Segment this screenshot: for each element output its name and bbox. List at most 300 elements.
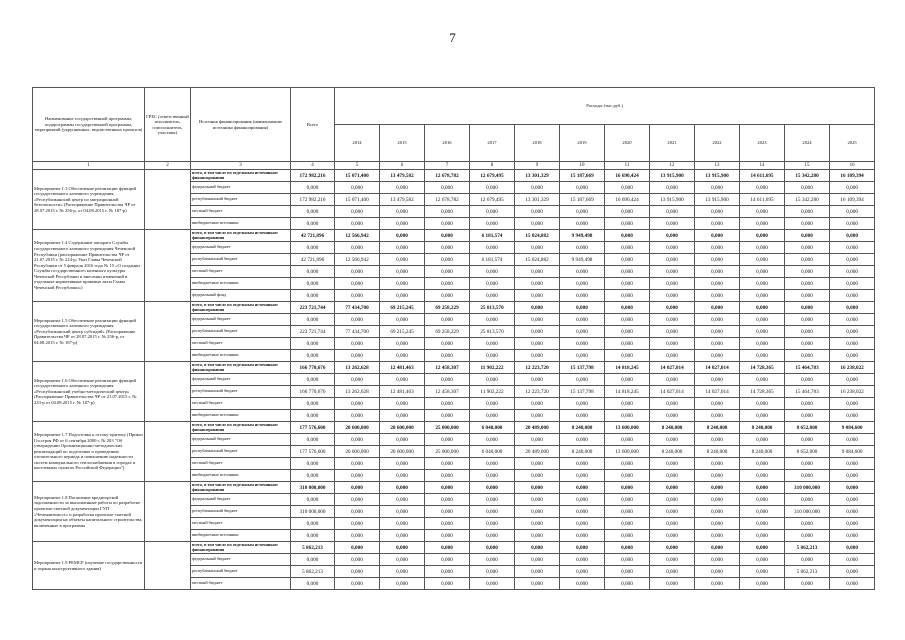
- year-value-cell: 0,000: [560, 518, 605, 530]
- table-row: [33, 230, 875, 242]
- year-value-cell: 310 000,000: [785, 506, 830, 518]
- year-value-cell: 0,000: [425, 338, 470, 350]
- measure-grbs: [145, 302, 191, 362]
- table-row: [33, 422, 875, 434]
- year-value-cell: 0,000: [335, 470, 380, 482]
- table-row: [33, 482, 875, 494]
- year-value-cell: 0,000: [380, 266, 425, 278]
- funding-source: республиканский бюджет: [191, 446, 291, 458]
- year-value-cell: 0,000: [785, 554, 830, 566]
- year-value-cell: 0,000: [515, 266, 560, 278]
- year-value-cell: 0,000: [740, 206, 785, 218]
- year-value-cell: 0,000: [830, 182, 875, 194]
- year-value-cell: 0,000: [470, 494, 515, 506]
- total-cell: 172 982,216: [291, 170, 335, 182]
- total-cell: 0,000: [291, 338, 335, 350]
- year-value-cell: 0,000: [650, 206, 695, 218]
- year-value-cell: 0,000: [830, 338, 875, 350]
- year-value-cell: 0,000: [740, 266, 785, 278]
- year-value-cell: 0,000: [785, 494, 830, 506]
- year-value-cell: 0,000: [560, 182, 605, 194]
- funding-source: республиканский бюджет: [191, 566, 291, 578]
- year-value-cell: 0,000: [335, 374, 380, 386]
- total-cell: 0,000: [291, 554, 335, 566]
- year-value-cell: 0,000: [380, 578, 425, 590]
- year-value-cell: 0,000: [560, 542, 605, 554]
- year-value-cell: 13 915,900: [695, 170, 740, 182]
- year-value-cell: 0,000: [830, 470, 875, 482]
- column-index: 9: [515, 162, 560, 170]
- year-value-cell: 0,000: [380, 182, 425, 194]
- column-index: 13: [695, 162, 740, 170]
- header-year: 2022: [695, 125, 740, 162]
- year-value-cell: 0,000: [695, 254, 740, 266]
- measure-grbs: [145, 362, 191, 422]
- funding-source: всего, в том числе по отдельным источникам финансирования: [191, 542, 291, 554]
- funding-source: республиканский бюджет: [191, 254, 291, 266]
- total-cell: 177 576,600: [291, 446, 335, 458]
- year-value-cell: 0,000: [425, 350, 470, 362]
- year-value-cell: 0,000: [335, 542, 380, 554]
- year-value-cell: 77 434,700: [335, 326, 380, 338]
- year-value-cell: 16 238,022: [830, 386, 875, 398]
- year-value-cell: 0,000: [560, 290, 605, 302]
- year-value-cell: 0,000: [470, 470, 515, 482]
- year-value-cell: 25 813,570: [470, 326, 515, 338]
- total-cell: 0,000: [291, 242, 335, 254]
- year-value-cell: 0,000: [740, 434, 785, 446]
- year-value-cell: 0,000: [380, 350, 425, 362]
- year-value-cell: 0,000: [740, 530, 785, 542]
- year-value-cell: 0,000: [425, 266, 470, 278]
- year-value-cell: 0,000: [605, 410, 650, 422]
- year-value-cell: 0,000: [560, 458, 605, 470]
- total-cell: 0,000: [291, 218, 335, 230]
- total-cell: 0,000: [291, 374, 335, 386]
- total-cell: 0,000: [291, 182, 335, 194]
- header-year: 2024: [785, 125, 830, 162]
- year-value-cell: 12 481,463: [380, 362, 425, 374]
- total-cell: 0,000: [291, 206, 335, 218]
- year-value-cell: 9 949,498: [560, 254, 605, 266]
- year-value-cell: 13 600,000: [605, 422, 650, 434]
- measure-grbs: [145, 170, 191, 230]
- total-cell: 310 000,000: [291, 482, 335, 494]
- year-value-cell: 0,000: [425, 506, 470, 518]
- year-value-cell: 0,000: [605, 530, 650, 542]
- year-value-cell: 0,000: [380, 218, 425, 230]
- year-value-cell: 14 027,014: [650, 362, 695, 374]
- year-value-cell: 12 223,720: [515, 386, 560, 398]
- funding-source: республиканский бюджет: [191, 326, 291, 338]
- year-value-cell: 0,000: [380, 494, 425, 506]
- year-value-cell: 0,000: [515, 350, 560, 362]
- funding-source: местный бюджет: [191, 578, 291, 590]
- year-value-cell: 0,000: [830, 278, 875, 290]
- year-value-cell: 0,000: [830, 314, 875, 326]
- year-value-cell: 0,000: [560, 350, 605, 362]
- year-value-cell: 0,000: [605, 542, 650, 554]
- year-value-cell: 0,000: [695, 530, 740, 542]
- year-value-cell: 0,000: [380, 506, 425, 518]
- year-value-cell: 8 240,000: [695, 446, 740, 458]
- year-value-cell: 0,000: [605, 242, 650, 254]
- year-value-cell: 0,000: [515, 482, 560, 494]
- year-value-cell: 0,000: [695, 566, 740, 578]
- year-value-cell: 0,000: [515, 554, 560, 566]
- year-value-cell: 0,000: [470, 410, 515, 422]
- year-value-cell: 12 458,307: [425, 386, 470, 398]
- year-value-cell: 0,000: [470, 506, 515, 518]
- year-value-cell: 0,000: [695, 458, 740, 470]
- year-value-cell: 0,000: [605, 506, 650, 518]
- year-value-cell: 0,000: [785, 530, 830, 542]
- funding-source: федеральный бюджет: [191, 314, 291, 326]
- year-value-cell: 0,000: [650, 266, 695, 278]
- year-value-cell: 0,000: [650, 518, 695, 530]
- year-value-cell: 0,000: [515, 542, 560, 554]
- year-value-cell: 0,000: [470, 206, 515, 218]
- header-total: Всего: [291, 88, 335, 162]
- total-cell: 42 721,896: [291, 254, 335, 266]
- year-value-cell: 0,000: [380, 230, 425, 242]
- total-cell: 0,000: [291, 398, 335, 410]
- year-value-cell: 69 215,245: [380, 302, 425, 314]
- year-value-cell: 310 000,000: [785, 482, 830, 494]
- year-value-cell: 0,000: [785, 206, 830, 218]
- year-value-cell: 8 240,000: [740, 446, 785, 458]
- year-value-cell: 0,000: [425, 398, 470, 410]
- year-value-cell: 6 040,000: [470, 422, 515, 434]
- year-value-cell: 0,000: [560, 242, 605, 254]
- year-value-cell: 0,000: [515, 326, 560, 338]
- year-value-cell: 0,000: [515, 566, 560, 578]
- column-index: 12: [650, 162, 695, 170]
- year-value-cell: 0,000: [650, 554, 695, 566]
- year-value-cell: 0,000: [470, 266, 515, 278]
- year-value-cell: 13 915,900: [650, 194, 695, 206]
- year-value-cell: 0,000: [515, 434, 560, 446]
- year-value-cell: 0,000: [470, 566, 515, 578]
- year-value-cell: 0,000: [740, 314, 785, 326]
- year-value-cell: 0,000: [830, 374, 875, 386]
- year-value-cell: 0,000: [335, 458, 380, 470]
- year-value-cell: 12 679,495: [470, 170, 515, 182]
- year-value-cell: 0,000: [740, 350, 785, 362]
- year-value-cell: 0,000: [830, 458, 875, 470]
- year-value-cell: 14 728,365: [740, 362, 785, 374]
- year-value-cell: 0,000: [650, 350, 695, 362]
- year-value-cell: 0,000: [560, 470, 605, 482]
- measure-name: Мероприятие 1.6 Обеспечение реализации функций государственного казенного учреждения «Республиканский учебно-методический центр» (Распоряжение Правительства ЧР от 21.07.2015 г. № 233-р от 04.08.2015 г. № 187-р): [33, 362, 145, 422]
- measure-grbs: [145, 482, 191, 542]
- year-value-cell: 20 600,000: [380, 446, 425, 458]
- column-index: 6: [380, 162, 425, 170]
- year-value-cell: 0,000: [650, 374, 695, 386]
- year-value-cell: 0,000: [425, 458, 470, 470]
- year-value-cell: 0,000: [695, 398, 740, 410]
- year-value-cell: 14 611,695: [740, 194, 785, 206]
- year-value-cell: 0,000: [785, 314, 830, 326]
- year-value-cell: 0,000: [695, 302, 740, 314]
- measure-name: Мероприятие 1.8 Погашение кредиторской задолженности за выполненные работы по разработке проектно-сметной документации ГУП «Чеченавтомост» и разработка проектно-сметной документации на объекты капитального строительства, включенные в программы: [33, 482, 145, 542]
- year-value-cell: 0,000: [515, 182, 560, 194]
- year-value-cell: 13 479,582: [380, 194, 425, 206]
- year-value-cell: 0,000: [785, 326, 830, 338]
- year-value-cell: 0,000: [515, 494, 560, 506]
- year-value-cell: 0,000: [650, 530, 695, 542]
- year-value-cell: 0,000: [515, 470, 560, 482]
- year-value-cell: 0,000: [785, 518, 830, 530]
- year-value-cell: 0,000: [470, 518, 515, 530]
- header-year: 2016: [425, 125, 470, 162]
- year-value-cell: 9 084,600: [830, 446, 875, 458]
- year-value-cell: 15 464,783: [785, 386, 830, 398]
- year-value-cell: 0,000: [830, 566, 875, 578]
- year-value-cell: 20 600,000: [380, 422, 425, 434]
- year-value-cell: 8 240,000: [650, 422, 695, 434]
- table-header: [33, 88, 875, 170]
- measure-name: Мероприятие 1.9 РЕМСР (изучение государственности и охрана конструктивного здания): [33, 542, 145, 590]
- year-value-cell: 0,000: [695, 314, 740, 326]
- year-value-cell: 14 818,245: [605, 362, 650, 374]
- year-value-cell: 0,000: [650, 326, 695, 338]
- year-value-cell: 0,000: [380, 458, 425, 470]
- year-value-cell: 0,000: [740, 482, 785, 494]
- year-value-cell: 69 215,245: [380, 326, 425, 338]
- year-value-cell: 16 109,394: [830, 170, 875, 182]
- year-value-cell: 0,000: [605, 338, 650, 350]
- year-value-cell: 0,000: [740, 290, 785, 302]
- total-cell: 5 862,213: [291, 542, 335, 554]
- year-value-cell: 14 027,014: [650, 386, 695, 398]
- funding-source: местный бюджет: [191, 338, 291, 350]
- year-value-cell: 0,000: [830, 494, 875, 506]
- year-value-cell: 0,000: [740, 278, 785, 290]
- year-value-cell: 0,000: [695, 182, 740, 194]
- year-value-cell: 0,000: [830, 266, 875, 278]
- year-value-cell: 0,000: [425, 530, 470, 542]
- year-value-cell: 0,000: [470, 290, 515, 302]
- year-value-cell: 12 566,942: [335, 254, 380, 266]
- budget-table: [32, 87, 875, 590]
- table-row: [33, 302, 875, 314]
- year-value-cell: 69 258,229: [425, 326, 470, 338]
- year-value-cell: 0,000: [695, 290, 740, 302]
- year-value-cell: 0,000: [470, 314, 515, 326]
- year-value-cell: 0,000: [785, 410, 830, 422]
- year-value-cell: 0,000: [605, 554, 650, 566]
- year-value-cell: 0,000: [695, 506, 740, 518]
- year-value-cell: 0,000: [560, 566, 605, 578]
- year-value-cell: 0,000: [380, 434, 425, 446]
- funding-source: всего, в том числе по отдельным источникам финансирования: [191, 302, 291, 314]
- year-value-cell: 0,000: [560, 266, 605, 278]
- year-value-cell: 14 611,695: [740, 170, 785, 182]
- year-value-cell: 0,000: [470, 398, 515, 410]
- year-value-cell: 0,000: [560, 314, 605, 326]
- year-value-cell: 8 652,000: [785, 422, 830, 434]
- total-cell: 0,000: [291, 458, 335, 470]
- funding-source: всего, в том числе по отдельным источникам финансирования: [191, 362, 291, 374]
- year-value-cell: 15 024,882: [515, 230, 560, 242]
- year-value-cell: 0,000: [605, 518, 650, 530]
- year-value-cell: 0,000: [425, 434, 470, 446]
- year-value-cell: 0,000: [380, 206, 425, 218]
- total-cell: 166 770,676: [291, 362, 335, 374]
- year-value-cell: 0,000: [425, 374, 470, 386]
- year-value-cell: 0,000: [695, 374, 740, 386]
- table-row: [33, 362, 875, 374]
- year-value-cell: 0,000: [785, 218, 830, 230]
- year-value-cell: 0,000: [830, 218, 875, 230]
- year-value-cell: 13 915,900: [695, 194, 740, 206]
- funding-source: внебюджетные источники: [191, 350, 291, 362]
- year-value-cell: 0,000: [695, 518, 740, 530]
- year-value-cell: 0,000: [470, 530, 515, 542]
- year-value-cell: 0,000: [695, 266, 740, 278]
- year-value-cell: 20 600,000: [335, 446, 380, 458]
- year-value-cell: 0,000: [830, 206, 875, 218]
- funding-source: местный бюджет: [191, 458, 291, 470]
- year-value-cell: 0,000: [695, 470, 740, 482]
- funding-source: федеральный фонд: [191, 290, 291, 302]
- year-value-cell: 14 027,014: [695, 386, 740, 398]
- year-value-cell: 0,000: [785, 302, 830, 314]
- year-value-cell: 0,000: [785, 398, 830, 410]
- year-value-cell: 0,000: [605, 302, 650, 314]
- year-value-cell: 0,000: [785, 350, 830, 362]
- year-value-cell: 0,000: [560, 530, 605, 542]
- header-year: 2015: [380, 125, 425, 162]
- year-value-cell: 0,000: [785, 338, 830, 350]
- year-value-cell: 13 301,329: [515, 170, 560, 182]
- funding-source: федеральный бюджет: [191, 494, 291, 506]
- year-value-cell: 20 489,000: [515, 422, 560, 434]
- year-value-cell: 15 342,280: [785, 170, 830, 182]
- year-value-cell: 0,000: [605, 182, 650, 194]
- year-value-cell: 8 240,000: [695, 422, 740, 434]
- year-value-cell: 12 678,782: [425, 194, 470, 206]
- year-value-cell: 77 434,700: [335, 302, 380, 314]
- column-index: 14: [740, 162, 785, 170]
- year-value-cell: 0,000: [740, 518, 785, 530]
- year-value-cell: 12 481,463: [380, 386, 425, 398]
- year-value-cell: 0,000: [380, 410, 425, 422]
- year-value-cell: 0,000: [740, 506, 785, 518]
- year-value-cell: 0,000: [605, 266, 650, 278]
- year-value-cell: 0,000: [425, 182, 470, 194]
- page-number: 7: [449, 30, 456, 45]
- year-value-cell: 0,000: [605, 566, 650, 578]
- year-value-cell: 0,000: [560, 494, 605, 506]
- year-value-cell: 0,000: [650, 338, 695, 350]
- year-value-cell: 25 813,570: [470, 302, 515, 314]
- year-value-cell: 0,000: [560, 338, 605, 350]
- year-value-cell: 13 262,628: [335, 362, 380, 374]
- total-cell: 310 000,000: [291, 506, 335, 518]
- year-value-cell: 16 238,022: [830, 362, 875, 374]
- year-value-cell: 0,000: [695, 350, 740, 362]
- header-year: 2018: [515, 125, 560, 162]
- year-value-cell: 0,000: [740, 458, 785, 470]
- year-value-cell: 0,000: [470, 338, 515, 350]
- funding-source: местный бюджет: [191, 518, 291, 530]
- year-value-cell: 0,000: [650, 398, 695, 410]
- year-value-cell: 12 458,307: [425, 362, 470, 374]
- year-value-cell: 0,000: [515, 458, 560, 470]
- year-value-cell: 0,000: [515, 218, 560, 230]
- year-value-cell: 25 000,000: [425, 446, 470, 458]
- total-cell: 0,000: [291, 314, 335, 326]
- year-value-cell: 25 000,000: [425, 422, 470, 434]
- year-value-cell: 12 223,720: [515, 362, 560, 374]
- year-value-cell: 0,000: [335, 482, 380, 494]
- year-value-cell: 0,000: [425, 566, 470, 578]
- year-value-cell: 20 489,000: [515, 446, 560, 458]
- total-cell: 5 862,213: [291, 566, 335, 578]
- year-value-cell: 0,000: [515, 338, 560, 350]
- measure-name: Мероприятие 1.5 Обеспечение реализации функций государственного казенного учреждения «Республиканский центр субсидий» (Распоряжение Правительства ЧР от 28.07.2015 г. № 256-р, от 04.08.2015 г. № 187-р): [33, 302, 145, 362]
- header-year: 2023: [740, 125, 785, 162]
- year-value-cell: 11 902,222: [470, 362, 515, 374]
- year-value-cell: 0,000: [470, 242, 515, 254]
- year-value-cell: 0,000: [470, 542, 515, 554]
- year-value-cell: 0,000: [740, 326, 785, 338]
- total-cell: 172 982,216: [291, 194, 335, 206]
- year-value-cell: 8 240,000: [560, 422, 605, 434]
- year-value-cell: 0,000: [785, 458, 830, 470]
- funding-source: федеральный бюджет: [191, 242, 291, 254]
- column-index: 2: [145, 162, 191, 170]
- year-value-cell: 13 915,900: [650, 170, 695, 182]
- year-value-cell: 0,000: [605, 350, 650, 362]
- total-cell: 166 770,676: [291, 386, 335, 398]
- year-value-cell: 0,000: [515, 398, 560, 410]
- funding-source: всего, в том числе по отдельным источникам финансирования: [191, 170, 291, 182]
- year-value-cell: 0,000: [380, 290, 425, 302]
- measure-grbs: [145, 230, 191, 302]
- year-value-cell: 69 258,229: [425, 302, 470, 314]
- year-value-cell: 0,000: [650, 506, 695, 518]
- year-value-cell: 0,000: [740, 374, 785, 386]
- year-value-cell: 0,000: [425, 578, 470, 590]
- year-value-cell: 16 690,424: [605, 194, 650, 206]
- year-value-cell: 0,000: [785, 266, 830, 278]
- year-value-cell: 0,000: [425, 278, 470, 290]
- year-value-cell: 0,000: [335, 518, 380, 530]
- year-value-cell: 0,000: [380, 278, 425, 290]
- year-value-cell: 0,000: [605, 326, 650, 338]
- year-value-cell: 0,000: [335, 494, 380, 506]
- year-value-cell: 0,000: [695, 218, 740, 230]
- funding-source: федеральный бюджет: [191, 374, 291, 386]
- year-value-cell: 0,000: [380, 398, 425, 410]
- year-value-cell: 0,000: [335, 290, 380, 302]
- year-value-cell: 0,000: [335, 578, 380, 590]
- year-value-cell: 0,000: [650, 242, 695, 254]
- total-cell: 0,000: [291, 350, 335, 362]
- year-value-cell: 0,000: [740, 182, 785, 194]
- year-value-cell: 16 109,394: [830, 194, 875, 206]
- year-value-cell: 13 301,329: [515, 194, 560, 206]
- year-value-cell: 0,000: [695, 230, 740, 242]
- year-value-cell: 0,000: [650, 470, 695, 482]
- year-value-cell: 0,000: [740, 338, 785, 350]
- year-value-cell: 0,000: [470, 434, 515, 446]
- year-value-cell: 0,000: [515, 506, 560, 518]
- year-value-cell: 15 342,280: [785, 194, 830, 206]
